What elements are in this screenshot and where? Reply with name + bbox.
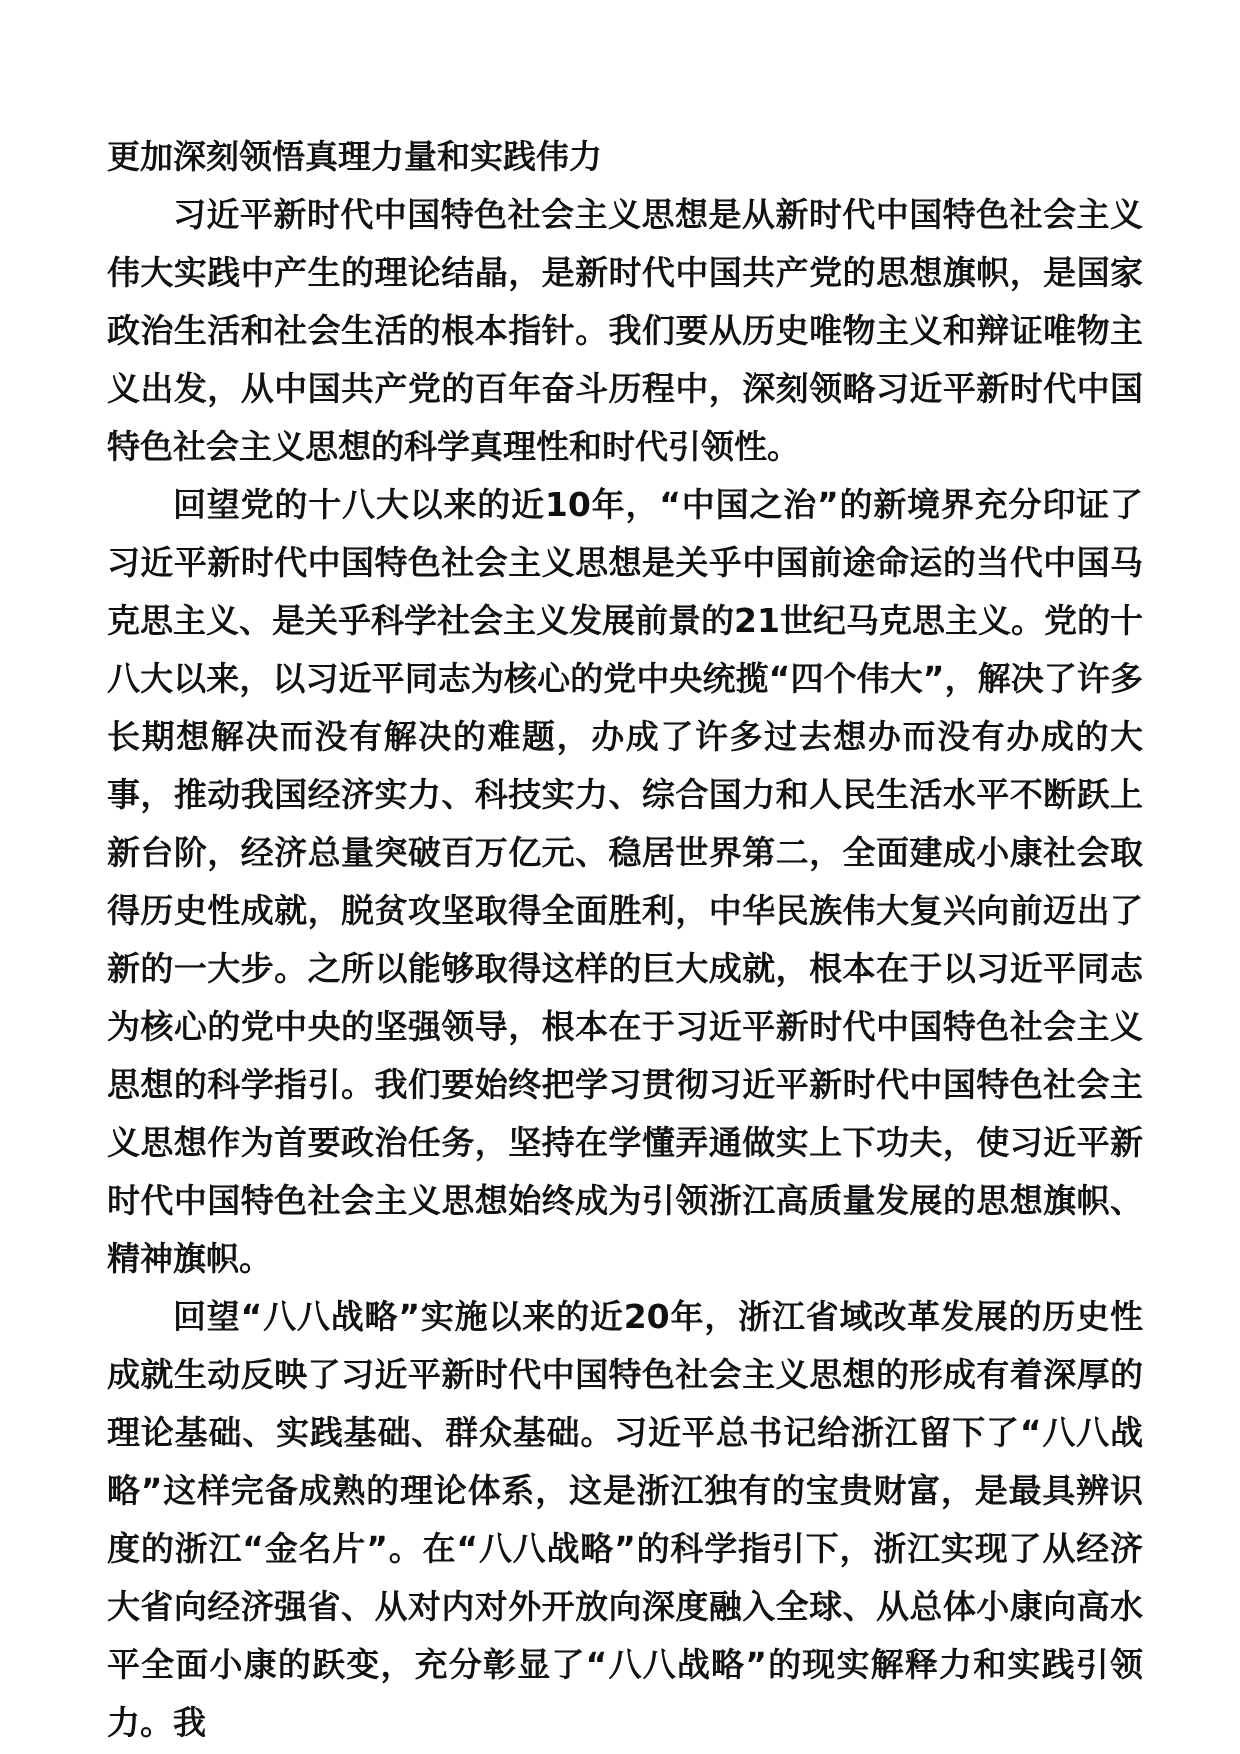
paragraph-2: 回望党的十八大以来的近10年，“中国之治”的新境界充分印证了习近平新时代中国特色社会主义思想是关乎中国前途命运的当代中国马克思主义、是关乎科学社会主义发展前景的21世纪马克思主义。党的十八大以来，以习近平同志为核心的党中央统揽“四个伟大”，解决了许多长期想解决而没有解决的难题，办成了许多过去想办而没有办成的大事，推动我国经济实力、科技实力、综合国力和人民生活水平不断跃上新台阶，经济总量突破百万亿元、稳居世界第二，全面建成小康社会取得历史性成就，脱贫攻坚取得全面胜利，中华民族伟大复兴向前迈出了新的一大步。之所以能够取得这样的巨大成就，根本在于以习近平同志为核心的党中央的坚强领导，根本在于习近平新时代中国特色社会主义思想的科学指引。我们要始终把学习贯彻习近平新时代中国特色社会主义思想作为首要政治任务，坚持在学懂弄通做实上下功夫，使习近平新时代中国特色社会主义思想始终成为引领浙江高质量发展的思想旗帜、精神旗帜。: [107, 485, 1143, 1278]
section-heading: 更加深刻领悟真理力量和实践伟力: [107, 137, 602, 176]
paragraph-1: 习近平新时代中国特色社会主义思想是从新时代中国特色社会主义伟大实践中产生的理论结晶，是新时代中国共产党的思想旗帜，是国家政治生活和社会生活的根本指针。我们要从历史唯物主义和辩证唯物主义出发，从中国共产党的百年奋斗历程中，深刻领略习近平新时代中国特色社会主义思想的科学真理性和时代引领性。: [107, 195, 1143, 466]
document-body: [107, 128, 1143, 1752]
paragraph-3: 回望“八八战略”实施以来的近20年，浙江省域改革发展的历史性成就生动反映了习近平新时代中国特色社会主义思想的形成有着深厚的理论基础、实践基础、群众基础。习近平总书记给浙江留下了“八八战略”这样完备成熟的理论体系，这是浙江独有的宝贵财富，是最具辨识度的浙江“金名片”。在“八八战略”的科学指引下，浙江实现了从经济大省向经济强省、从对内对外开放向深度融入全球、从总体小康向高水平全面小康的跃变，充分彰显了“八八战略”的现实解释力和实践引领力。我: [107, 1297, 1143, 1742]
